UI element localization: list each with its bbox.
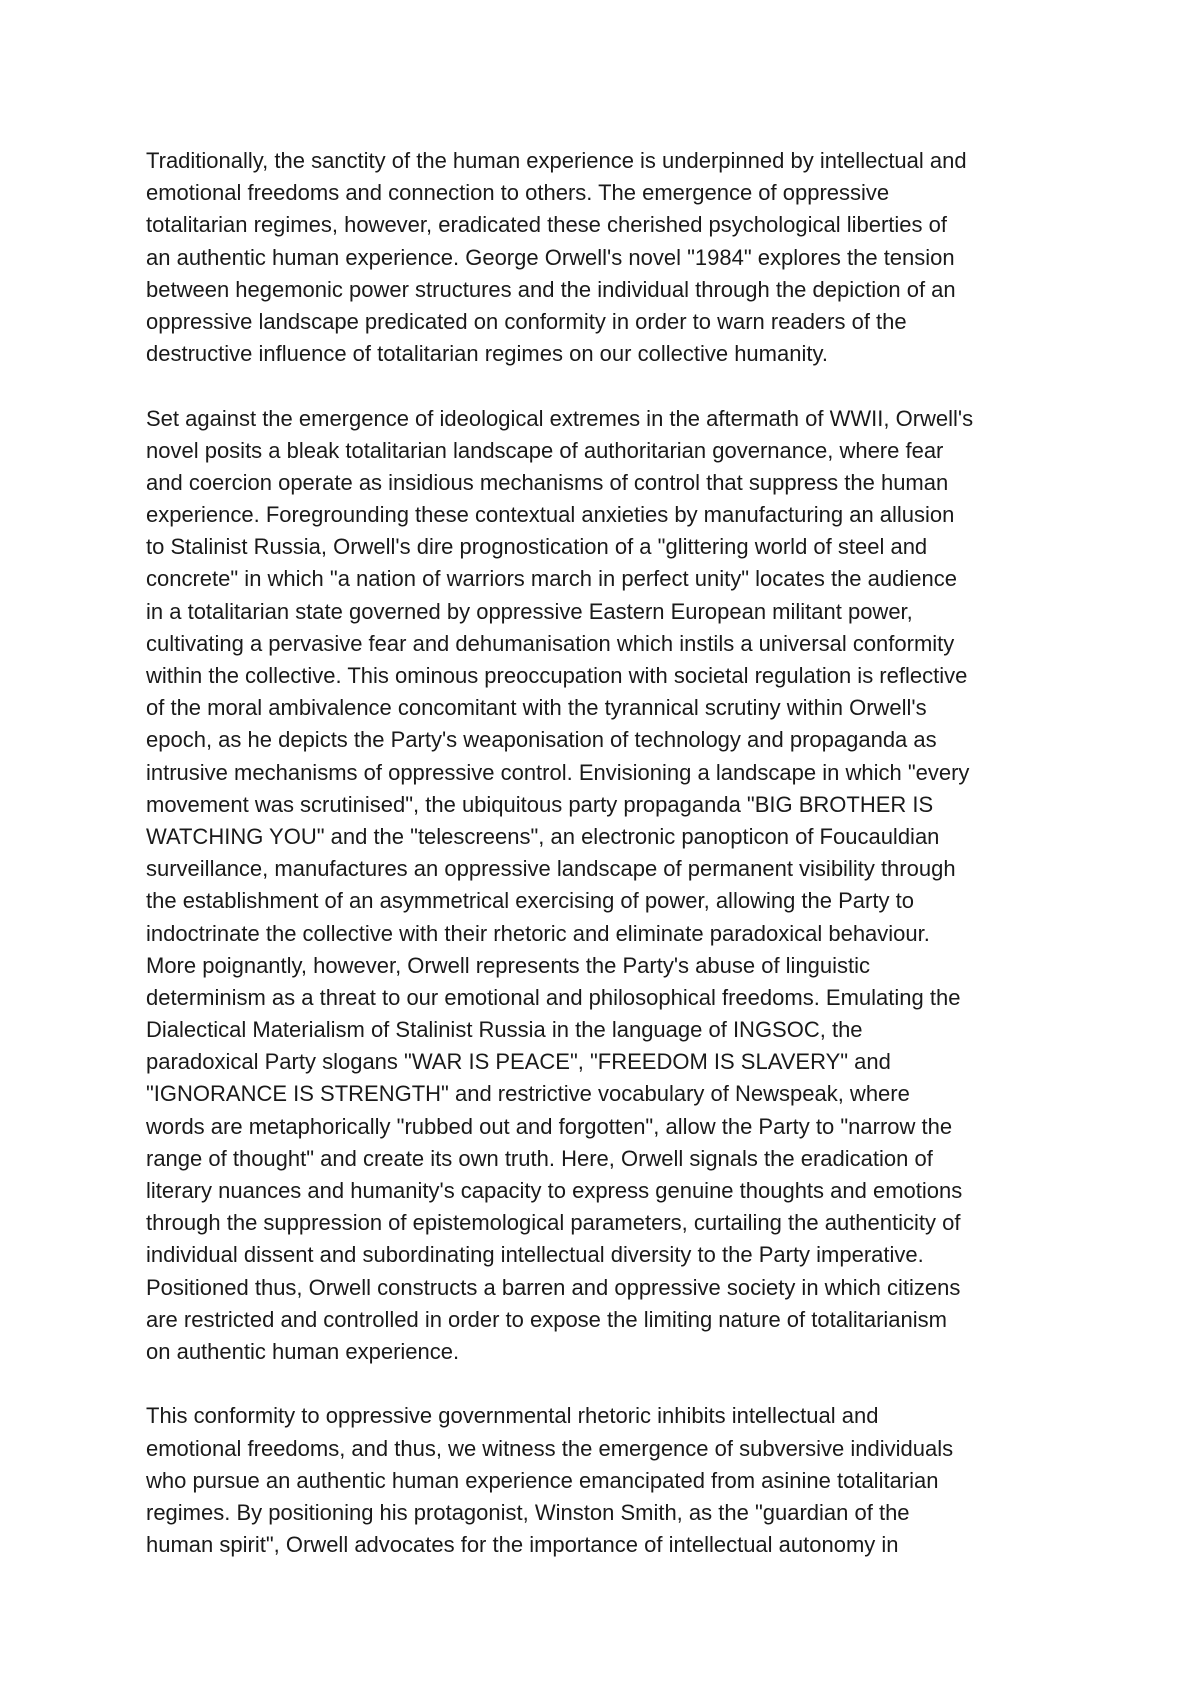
text-line: cultivating a pervasive fear and dehumanisation which instils a universal conformity <box>146 630 955 656</box>
text-line: WATCHING YOU" and the "telescreens", an electronic panopticon of Foucauldian <box>146 823 940 849</box>
text-line: oppressive landscape predicated on conformity in order to warn readers of the <box>146 308 907 334</box>
text-line: paradoxical Party slogans "WAR IS PEACE", "FREEDOM IS SLAVERY" and <box>146 1049 891 1075</box>
document-page <box>146 145 1066 1593</box>
text-line: totalitarian regimes, however, eradicated these cherished psychological liberties of <box>146 212 947 238</box>
text-line: in a totalitarian state governed by oppressive Eastern European militant power, <box>146 598 913 624</box>
text-line: regimes. By positioning his protagonist, Winston Smith, as the "guardian of the <box>146 1499 910 1525</box>
text-line: destructive influence of totalitarian regimes on our collective humanity. <box>146 341 828 367</box>
text-line: Set against the emergence of ideological extremes in the aftermath of WWII, Orwell's <box>146 405 974 431</box>
text-line: an authentic human experience. George Orwell's novel "1984" explores the tension <box>146 244 955 270</box>
text-line: and coercion operate as insidious mechanisms of control that suppress the human <box>146 469 949 495</box>
text-line: individual dissent and subordinating intellectual diversity to the Party imperative. <box>146 1242 924 1268</box>
text-line: are restricted and controlled in order to expose the limiting nature of totalitarianism <box>146 1306 947 1332</box>
text-line: This conformity to oppressive governmental rhetoric inhibits intellectual and <box>146 1403 879 1429</box>
text-line: to Stalinist Russia, Orwell's dire prognostication of a "glittering world of steel and <box>146 534 928 560</box>
text-line: words are metaphorically "rubbed out and forgotten", allow the Party to "narrow the <box>146 1113 953 1139</box>
text-line: surveillance, manufactures an oppressive landscape of permanent visibility through <box>146 856 956 882</box>
text-line: within the collective. This ominous preoccupation with societal regulation is reflective <box>146 663 968 688</box>
text-line: through the suppression of epistemological parameters, curtailing the authenticity of <box>146 1210 961 1236</box>
text-line: movement was scrutinised", the ubiquitous party propaganda "BIG BROTHER IS <box>146 791 934 817</box>
text-line: concrete" in which "a nation of warriors march in perfect unity" locates the audience <box>146 566 957 592</box>
text-line: More poignantly, however, Orwell represents the Party's abuse of linguistic <box>146 952 871 978</box>
text-line: range of thought" and create its own truth. Here, Orwell signals the eradication of <box>146 1145 933 1171</box>
text-line: emotional freedoms, and thus, we witness the emergence of subversive individuals <box>146 1435 954 1461</box>
text-line: Positioned thus, Orwell constructs a barren and oppressive society in which citizens <box>146 1274 961 1300</box>
text-line: intrusive mechanisms of oppressive control. Envisioning a landscape in which "every <box>146 759 970 785</box>
text-line: Traditionally, the sanctity of the human experience is underpinned by intellectual and <box>146 148 967 173</box>
text-line: human spirit", Orwell advocates for the importance of intellectual autonomy in <box>146 1532 899 1558</box>
text-line: who pursue an authentic human experience emancipated from asinine totalitarian <box>146 1467 939 1493</box>
text-line: on authentic human experience. <box>146 1338 460 1364</box>
paragraph-3 <box>146 1400 1066 1561</box>
text-line: determinism as a threat to our emotional and philosophical freedoms. Emulating the <box>146 984 961 1010</box>
text-line: novel posits a bleak totalitarian landscape of authoritarian governance, where fear <box>146 437 944 463</box>
text-line: experience. Foregrounding these contextual anxieties by manufacturing an allusion <box>146 502 955 528</box>
text-line: the establishment of an asymmetrical exercising of power, allowing the Party to <box>146 888 914 914</box>
paragraph-1 <box>146 145 1066 370</box>
text-line: between hegemonic power structures and the individual through the depiction of an <box>146 276 956 302</box>
text-line: emotional freedoms and connection to others. The emergence of oppressive <box>146 180 890 206</box>
text-line: literary nuances and humanity's capacity to express genuine thoughts and emotions <box>146 1178 963 1203</box>
text-line: epoch, as he depicts the Party's weaponisation of technology and propaganda as <box>146 727 937 753</box>
text-line: Dialectical Materialism of Stalinist Russia in the language of INGSOC, the <box>146 1017 863 1043</box>
text-line: of the moral ambivalence concomitant with the tyrannical scrutiny within Orwell's <box>146 695 927 721</box>
text-line: indoctrinate the collective with their rhetoric and eliminate paradoxical behaviour. <box>146 920 930 946</box>
paragraph-2 <box>146 403 1066 1369</box>
text-line: "IGNORANCE IS STRENGTH" and restrictive vocabulary of Newspeak, where <box>146 1081 910 1107</box>
